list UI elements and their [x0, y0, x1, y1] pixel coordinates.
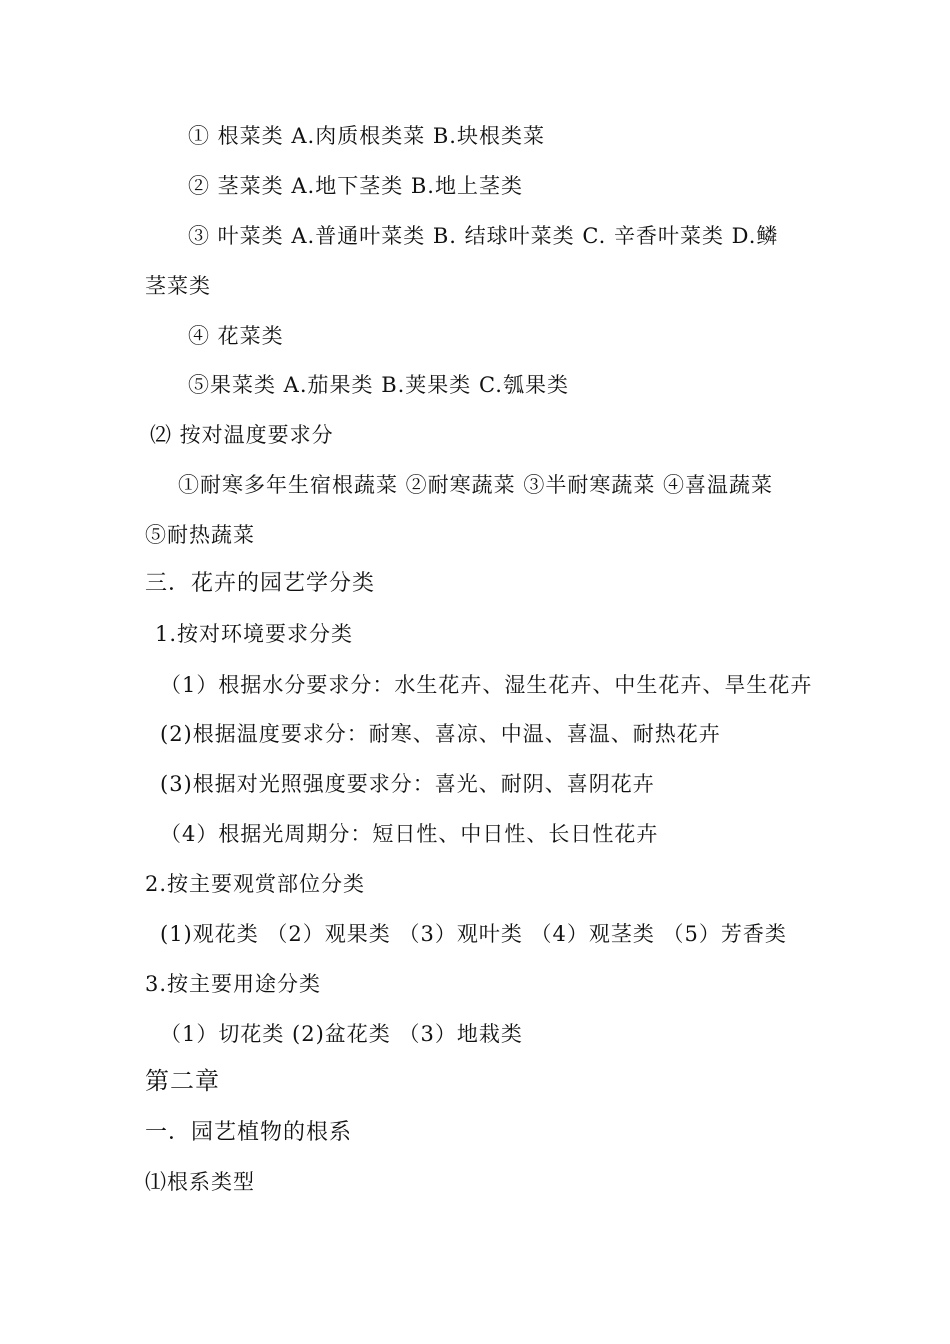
environment-classification-heading: 1.按对环境要求分类 [155, 622, 354, 646]
ornamental-part-heading: 2.按主要观赏部位分类 [145, 872, 366, 896]
flower-vegetables-line: ④ 花菜类 [188, 324, 284, 348]
water-requirement-line: （1）根据水分要求分：水生花卉、湿生花卉、中生花卉、旱生花卉 [160, 673, 813, 697]
root-system-heading: 一．园艺植物的根系 [145, 1120, 353, 1145]
temperature-classification-heading: ⑵ 按对温度要求分 [150, 423, 334, 447]
usage-classification-heading: 3.按主要用途分类 [145, 972, 322, 996]
photoperiod-line: （4）根据光周期分：短日性、中日性、长日性花卉 [160, 822, 659, 846]
ornamental-parts-line: (1)观花类 （2）观果类 （3）观叶类 （4）观茎类 （5）芳香类 [160, 922, 787, 946]
leaf-vegetables-line-continued: 茎菜类 [145, 274, 211, 298]
temperature-classes-line-continued: ⑤耐热蔬菜 [145, 523, 255, 547]
stem-vegetables-line: ② 茎菜类 A.地下茎类 B.地上茎类 [188, 174, 523, 198]
fruit-vegetables-line: ⑤果菜类 A.茄果类 B.荚果类 C.瓠果类 [188, 373, 569, 397]
temperature-classes-line: ①耐寒多年生宿根蔬菜 ②耐寒蔬菜 ③半耐寒蔬菜 ④喜温蔬菜 [178, 473, 774, 497]
temperature-requirement-line: (2)根据温度要求分：耐寒、喜凉、中温、喜温、耐热花卉 [160, 722, 721, 746]
usage-classes-line: （1）切花类 (2)盆花类 （3）地栽类 [160, 1022, 523, 1046]
chapter-two-title: 第二章 [145, 1067, 220, 1095]
root-vegetables-line: ① 根菜类 A.肉质根类菜 B.块根类菜 [188, 124, 545, 148]
leaf-vegetables-line: ③ 叶菜类 A.普通叶菜类 B. 结球叶菜类 C. 辛香叶菜类 D.鳞 [188, 224, 779, 248]
root-system-types-heading: ⑴根系类型 [145, 1170, 255, 1194]
light-intensity-line: (3)根据对光照强度要求分：喜光、耐阴、喜阴花卉 [160, 772, 655, 796]
section-three-heading: 三．花卉的园艺学分类 [145, 571, 376, 596]
